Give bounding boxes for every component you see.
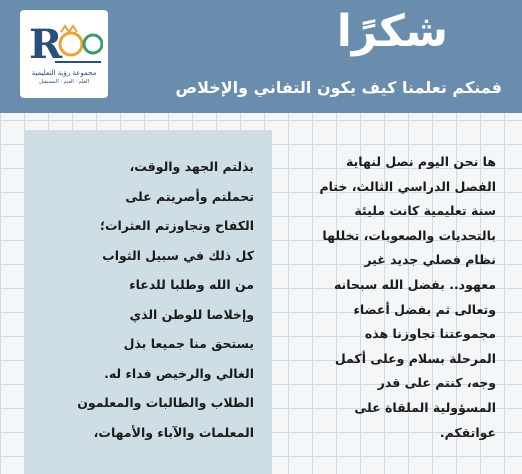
text-line: وتعالى ثم بفضل أعضاء xyxy=(353,301,496,317)
text-line: المسؤولية الملقاة على xyxy=(354,399,496,415)
text-line: عواتقكم. xyxy=(439,424,496,440)
logo-tagline: العلم · القيم · المستقبل xyxy=(39,79,89,85)
text-line: من الله وطلبا للدعاء xyxy=(129,277,254,292)
text-line: وجه، كنتم على قدر xyxy=(377,375,496,391)
page-subtitle: فمنكم تعلمنا كيف يكون التفاني والإخلاص xyxy=(175,78,502,97)
text-line: كل ذلك في سبيل الثواب xyxy=(102,247,254,263)
text-line: سنة تعليمية كانت مليئة xyxy=(354,203,496,219)
text-line: الغالي والرخيص فداء له. xyxy=(104,365,254,381)
text-line: الفصل الدراسي الثالث، ختام xyxy=(319,178,496,194)
text-line: يستحق منا جميعا بذل xyxy=(123,336,254,351)
svg-text:R: R xyxy=(29,22,63,66)
text-line: المرحلة بسلام وعلى أكمل xyxy=(334,350,496,366)
text-line: الطلاب والطالبات والمعلمون xyxy=(77,395,254,410)
text-line: ها نحن اليوم نصل لنهاية xyxy=(346,154,496,169)
text-line: المعلمات والآباء والأمهات، xyxy=(93,424,254,440)
page-title: شكرًا xyxy=(336,6,448,57)
logo-name: مجموعة رؤية التعليمية xyxy=(31,69,97,77)
logo-emblem-icon xyxy=(25,22,103,66)
text-line: الكفاح وتجاوزتم العثرات؛ xyxy=(99,218,254,233)
text-line: بذلتم الجهد والوقت، xyxy=(129,159,254,174)
text-line: بالتحديات والصعوبات، تخللها xyxy=(322,227,496,243)
header-banner xyxy=(0,0,522,113)
logo xyxy=(20,10,108,98)
text-line: تحملتم وأصريتم على xyxy=(125,188,254,204)
left-column-text xyxy=(44,152,254,447)
text-line: معهود.. بفضل الله سبحانه xyxy=(333,276,496,292)
text-line: وإخلاصا للوطن الذي xyxy=(129,306,254,322)
text-line: مجموعتنا تجاوزنا هذه xyxy=(364,326,496,342)
text-line: نظام فصلي جديد غير xyxy=(364,252,496,268)
right-column-text xyxy=(288,150,496,445)
